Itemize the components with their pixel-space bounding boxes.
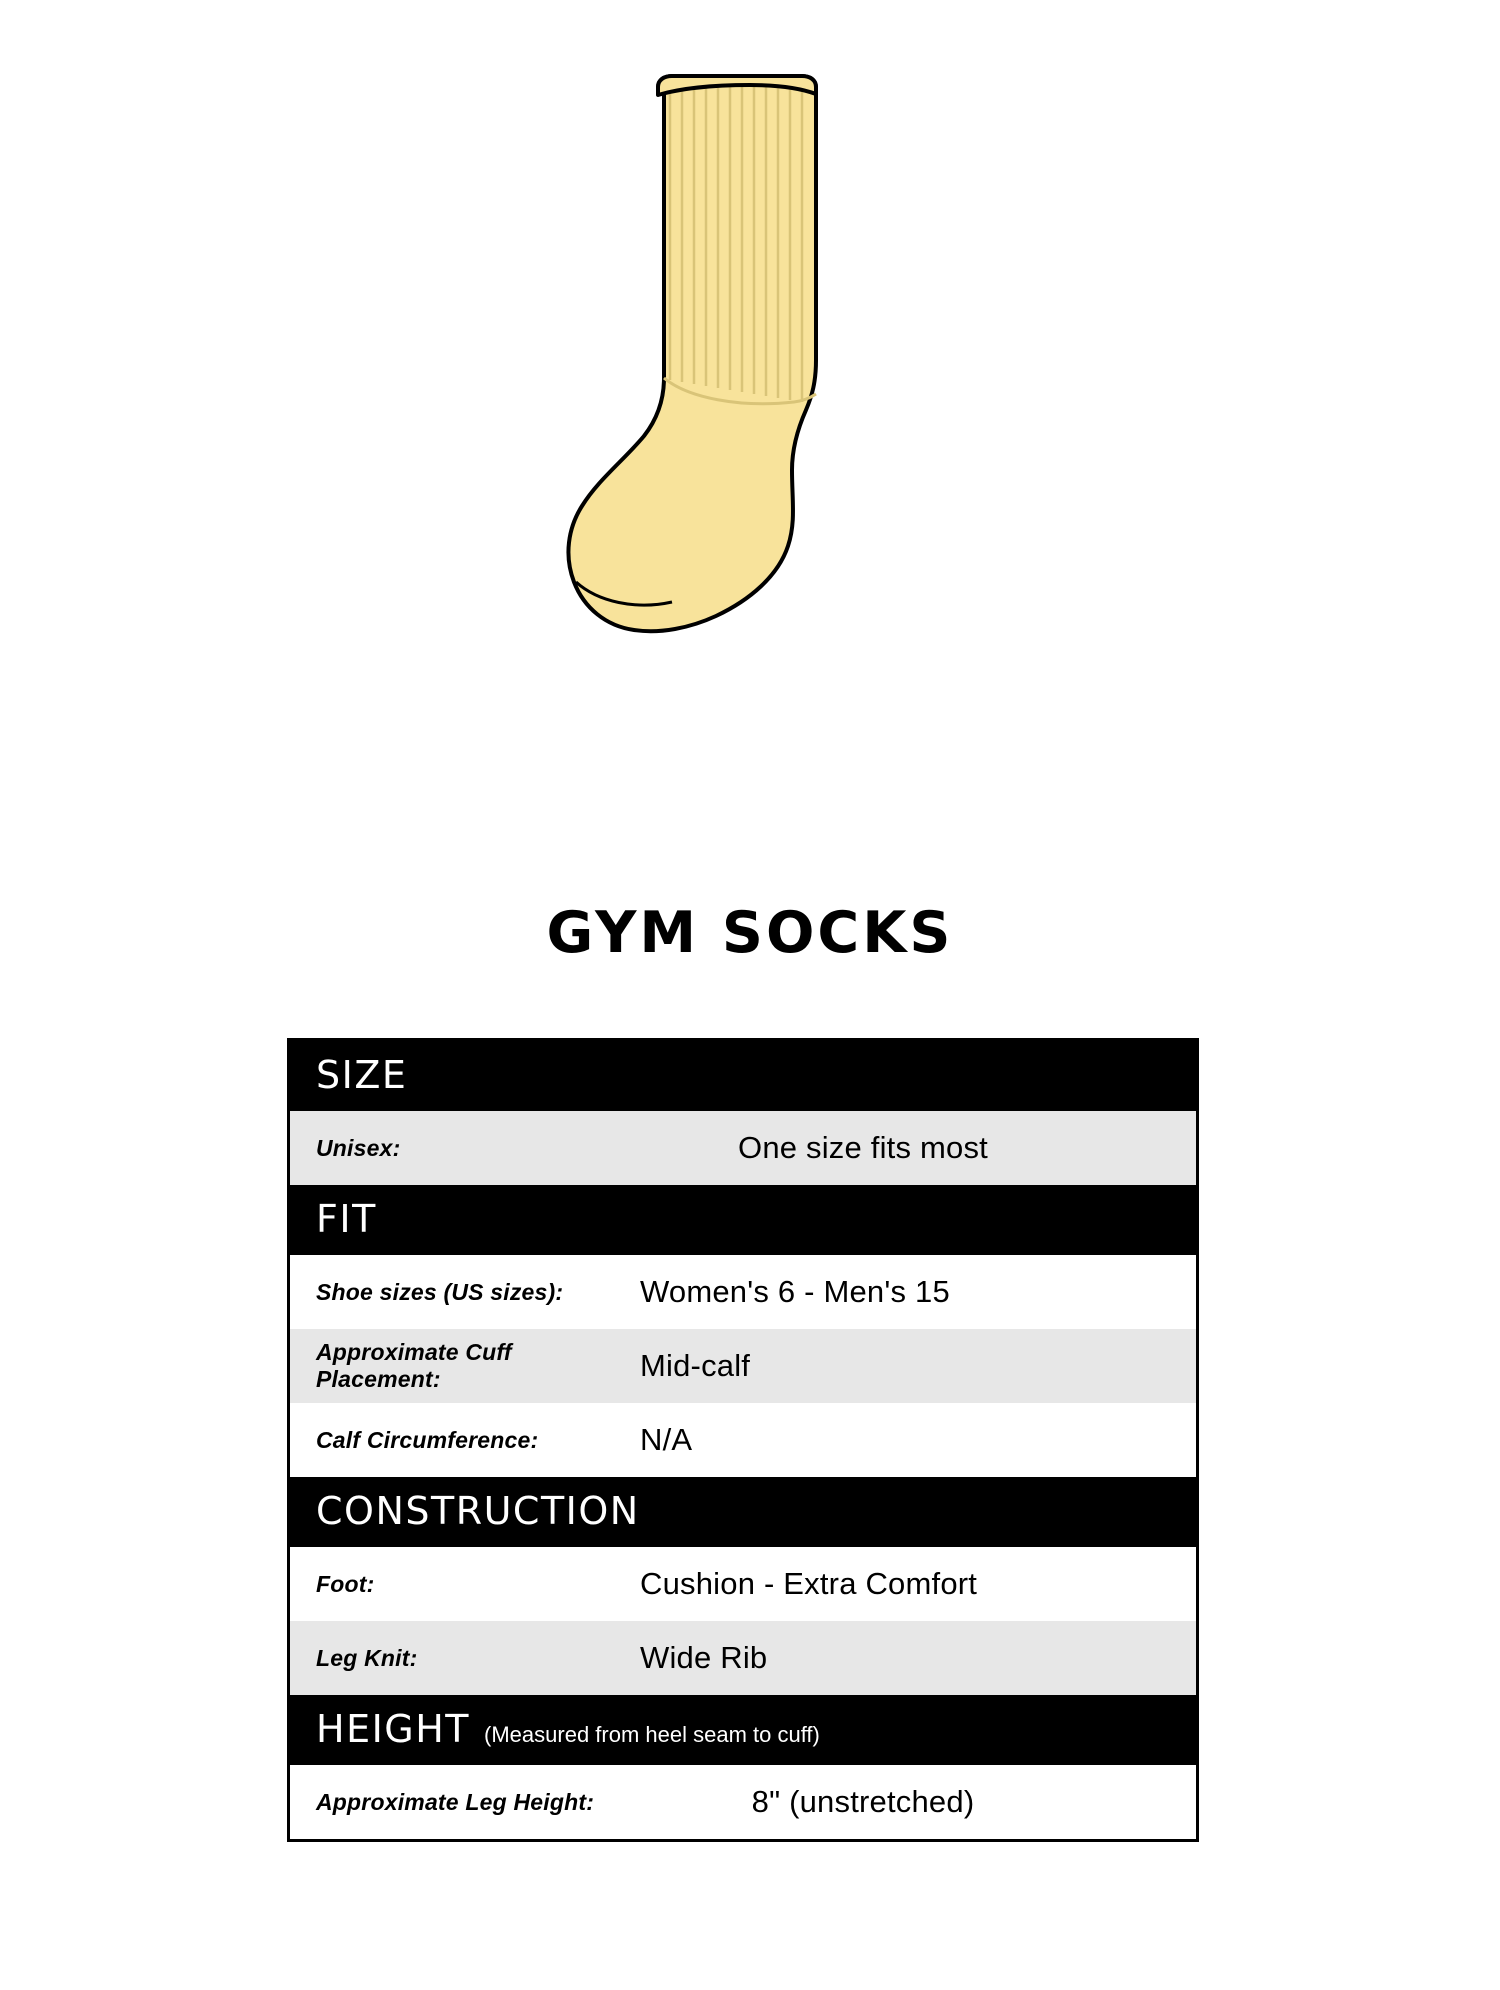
- row-label: Leg Knit:: [316, 1644, 418, 1671]
- section-heading: [290, 1695, 1196, 1765]
- row-label: Shoe sizes (US sizes):: [316, 1278, 564, 1305]
- section-heading-title: CONSTRUCTION: [316, 1489, 640, 1533]
- row-value: One size fits most: [738, 1130, 988, 1165]
- row-value: 8" (unstretched): [751, 1784, 975, 1819]
- row-value: N/A: [640, 1422, 693, 1457]
- table-row: [290, 1255, 1196, 1329]
- row-label: Approximate Cuff Placement:: [316, 1339, 512, 1392]
- section-heading: [290, 1477, 1196, 1547]
- row-value: Cushion - Extra Comfort: [640, 1566, 978, 1601]
- table-row: [290, 1329, 1196, 1403]
- row-value: Mid-calf: [640, 1348, 751, 1383]
- table-row: [290, 1403, 1196, 1477]
- row-value: Women's 6 - Men's 15: [640, 1274, 950, 1309]
- gym-sock-illustration: [0, 30, 1500, 670]
- section-heading: [290, 1185, 1196, 1255]
- table-row: [290, 1765, 1196, 1839]
- table-row: [290, 1621, 1196, 1695]
- table-row: [290, 1111, 1196, 1185]
- section-heading-title: SIZE: [316, 1053, 408, 1097]
- row-value: Wide Rib: [640, 1640, 768, 1675]
- table-row: [290, 1547, 1196, 1621]
- sock-svg: [540, 30, 960, 670]
- section-heading: [290, 1041, 1196, 1111]
- row-label: Approximate Leg Height:: [316, 1788, 595, 1815]
- page-title: GYM SOCKS: [546, 900, 954, 966]
- section-heading-title: FIT: [316, 1197, 377, 1241]
- section-heading-title: HEIGHT: [316, 1707, 471, 1751]
- row-label: Foot:: [316, 1570, 375, 1597]
- row-label: Calf Circumference:: [316, 1426, 539, 1453]
- section-heading-note: (Measured from heel seam to cuff): [484, 1722, 820, 1747]
- spec-table: [287, 1038, 1199, 1842]
- row-label: Unisex:: [316, 1134, 401, 1161]
